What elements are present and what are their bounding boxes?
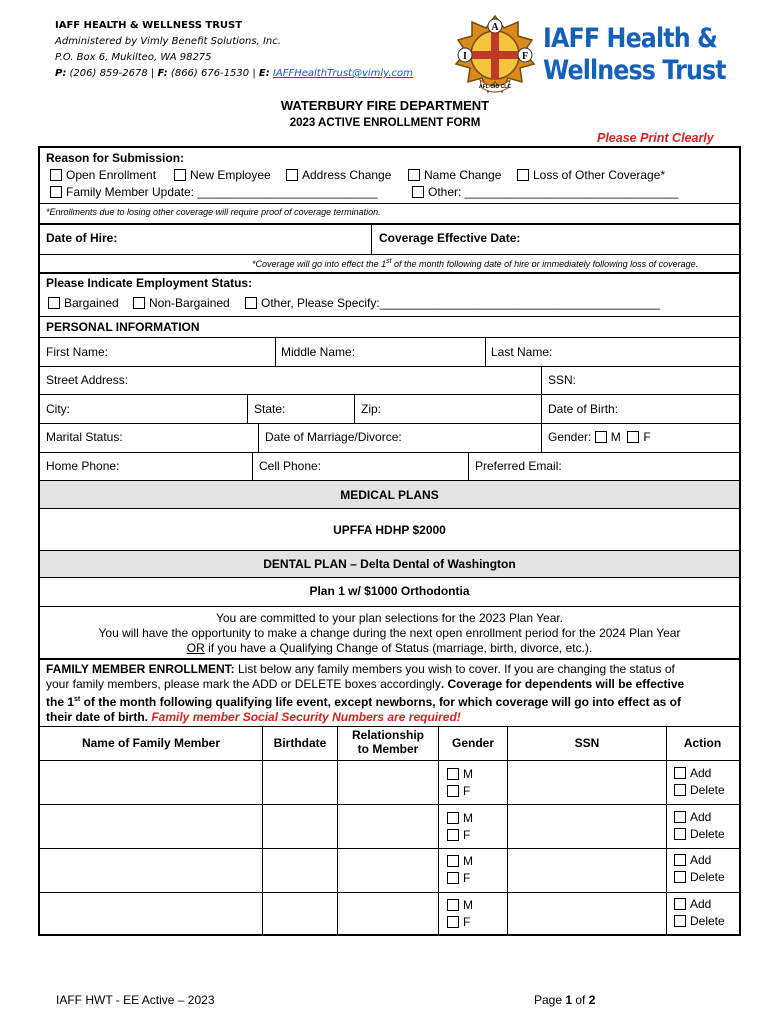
commitment-qualifying: if you have a Qualifying Change of Status (marriage, birth, divorce, etc.). [204,641,593,655]
home-phone-label: Home Phone: [46,459,120,473]
seal-letter-i: I [463,51,467,62]
seal-letter-a: A [491,22,499,33]
option-label: M [463,767,473,781]
gender-m-option[interactable] [447,897,473,914]
option-label: Add [690,853,712,867]
employment-bargained[interactable] [48,296,119,310]
option-label: Delete [690,827,725,841]
option-label: Address Change [302,168,392,182]
table-row-3-gender [447,853,473,887]
option-label: F [463,871,471,885]
option-label: Add [690,766,712,780]
mailing-address: P.O. Box 6, Mukilteo, WA 98275 [55,52,212,63]
gender-m-option[interactable] [447,766,473,783]
checkbox[interactable] [50,186,62,198]
gender-f-option[interactable] [447,827,473,844]
checkbox[interactable] [674,915,686,927]
table-row-4-gender [447,897,473,931]
checkbox[interactable] [674,871,686,883]
middle-name-label: Middle Name: [281,345,356,359]
checkbox[interactable] [447,855,459,867]
checkbox[interactable] [412,186,424,198]
reason-option-open-enrollment[interactable] [50,168,156,182]
reason-option-other[interactable] [412,185,678,199]
last-name-label: Last Name: [491,345,553,359]
commitment-line-3 [40,641,739,655]
checkbox[interactable] [50,169,62,181]
option-label: M [463,898,473,912]
reason-heading: Reason for Submission: [46,151,185,165]
option-label: Delete [690,914,725,928]
org-name: IAFF HEALTH & WELLNESS TRUST [55,20,243,31]
checkbox[interactable] [447,916,459,928]
commitment-line-1: You are committed to your plan selections for the 2023 Plan Year. [215,611,564,625]
checkbox[interactable] [447,768,459,780]
fax-number: (866) 676-1530 | [167,68,259,79]
ssn-label: SSN: [548,373,577,387]
logo-line-1: IAFF Health & [543,23,717,54]
checkbox[interactable] [447,899,459,911]
department-title: WATERBURY FIRE DEPARTMENT [280,98,490,113]
table-row-1-action [674,765,725,799]
print-clearly-notice: Please Print Clearly [597,131,714,145]
date-of-hire-label: Date of Hire: [46,231,118,245]
page-indicator [534,993,595,1007]
checkbox[interactable] [674,784,686,796]
checkbox[interactable] [447,829,459,841]
gender-m-checkbox[interactable] [595,431,607,443]
family-text-3 [46,695,681,709]
option-label: Delete [690,783,725,797]
gender-f-option[interactable] [447,870,473,887]
commitment-line-2: You will have the opportunity to make a change during the next open enrollment period for the 2024 Plan Year [98,626,681,640]
employment-other[interactable] [245,296,660,310]
gender-f-option[interactable] [447,783,473,800]
checkbox[interactable] [447,812,459,824]
col-name: Name of Family Member [81,736,221,750]
phone-prefix: P: [55,68,67,79]
coverage-date-note [252,258,698,269]
table-row-2-action [674,809,725,843]
date-of-birth-label: Date of Birth: [548,402,619,416]
delete-option[interactable] [674,782,725,799]
table-row-2-gender [447,810,473,844]
add-option[interactable] [674,765,725,782]
checkbox[interactable] [174,169,186,181]
iaff-seal-icon [452,14,538,96]
state-label: State: [254,402,286,416]
checkbox[interactable] [674,767,686,779]
gender-f-checkbox[interactable] [627,431,639,443]
add-option[interactable] [674,896,725,913]
gender-field [548,430,651,444]
table-row-4-action [674,896,725,930]
option-label: Non-Bargained [149,296,230,310]
add-option[interactable] [674,852,725,869]
option-label: F [463,915,471,929]
seal-letter-f1: F [521,51,529,62]
marital-status-label: Marital Status: [46,430,123,444]
option-label: Name Change [424,168,502,182]
marriage-date-label: Date of Marriage/Divorce: [265,430,402,444]
gender-m-label: M [610,430,621,444]
table-row-1-gender [447,766,473,800]
option-label: Bargained [64,296,119,310]
option-label: M [463,854,473,868]
contact-line [55,66,413,82]
employment-heading: Please Indicate Employment Status: [46,276,253,290]
checkbox[interactable] [408,169,420,181]
option-label: Add [690,897,712,911]
delete-option[interactable] [674,869,725,886]
col-relationship: Relationship to Member [351,728,424,756]
option-label: Other, Please Specify:__________________________________________ [261,296,661,310]
table-row-3-action [674,852,725,886]
option-label: New Employee [190,168,271,182]
col-gender: Gender [451,736,494,750]
page-mid: of [572,993,589,1007]
add-option[interactable] [674,809,725,826]
cell-phone-label: Cell Phone: [259,459,322,473]
option-label: Other: ________________________________ [428,185,679,199]
dental-plan-name: Plan 1 w/ $1000 Orthodontia [309,584,470,598]
dental-plan-heading: DENTAL PLAN – Delta Dental of Washington [263,557,516,571]
footer-form-id: IAFF HWT - EE Active – 2023 [56,993,215,1007]
reason-option-loss-coverage[interactable] [517,168,665,182]
email-link[interactable]: IAFFHealthTrust@vimly.com [272,68,413,79]
personal-info-heading: PERSONAL INFORMATION [46,320,200,334]
checkbox[interactable] [447,785,459,797]
reason-option-family-update[interactable] [50,185,378,199]
checkbox[interactable] [48,297,60,309]
form-title: 2023 ACTIVE ENROLLMENT FORM [289,117,481,129]
checkbox[interactable] [517,169,529,181]
loss-coverage-note: *Enrollments due to losing other coverage will require proof of coverage termination. [46,207,381,217]
reason-option-name-change[interactable] [408,168,501,182]
gender-f-label: F [643,430,651,444]
text3-post: of the month following qualifying life event, except newborns, for which coverage will go into effect as of [80,695,681,709]
note-pre: *Coverage will go into effect the 1 [252,259,387,269]
employment-non-bargained[interactable] [133,296,230,310]
col-birthdate: Birthdate [273,736,327,750]
logo-line-2: Wellness Trust [543,55,726,86]
option-label: Delete [690,870,725,884]
text3-pre: the 1 [46,695,75,709]
checkbox[interactable] [447,872,459,884]
street-address-label: Street Address: [46,373,129,387]
option-label: Family Member Update: ___________________________ [66,185,378,199]
option-label: Add [690,810,712,824]
option-label: F [463,828,471,842]
text3-sup: st [74,696,81,703]
trust-logo [543,23,726,87]
option-label: Open Enrollment [66,168,157,182]
ssn-required-notice: Family member Social Security Numbers are required! [151,710,461,724]
preferred-email-label: Preferred Email: [475,459,562,473]
checkbox[interactable] [674,828,686,840]
delete-option[interactable] [674,826,725,843]
option-label: F [463,784,471,798]
checkbox[interactable] [245,297,257,309]
family-text-4: their date of birth. [46,710,152,724]
col-ssn: SSN [574,736,600,750]
seal-afl-cio: AFL-CIO CLC [479,84,511,90]
medical-plans-heading: MEDICAL PLANS [340,488,439,502]
note-sup: st [386,258,392,265]
first-name-label: First Name: [46,345,109,359]
family-text-1: List below any family members you wish to cover. If you are changing the status of [234,662,675,676]
email-prefix: E: [258,68,270,79]
page-number: 1 [565,993,573,1007]
reason-option-address-change[interactable] [286,168,391,182]
gender-label: Gender: [548,430,592,444]
checkbox[interactable] [674,811,686,823]
checkbox[interactable] [133,297,145,309]
city-label: City: [46,402,70,416]
fax-prefix: F: [157,68,168,79]
family-enrollment-text [46,662,736,725]
page-pre: Page [534,993,566,1007]
note-post: of the month following date of hire or immediately following loss of coverage. [391,259,699,269]
administrator-line: Administered by Vimly Benefit Solutions, Inc. [55,36,281,47]
family-heading: FAMILY MEMBER ENROLLMENT: [46,662,235,676]
checkbox[interactable] [286,169,298,181]
page-total: 2 [588,993,596,1007]
gender-m-option[interactable] [447,810,473,827]
coverage-date-label: Coverage Effective Date: [379,231,521,245]
option-label: M [463,811,473,825]
delete-option[interactable] [674,913,725,930]
col-action: Action [683,736,722,750]
option-label: Loss of Other Coverage* [533,168,666,182]
family-text-2: your family members, please mark the ADD or DELETE boxes accordingly [46,677,441,691]
medical-plan-name: UPFFA HDHP $2000 [333,523,446,537]
reason-option-new-employee[interactable] [174,168,271,182]
gender-f-option[interactable] [447,914,473,931]
commitment-or: OR [186,641,205,655]
gender-m-option[interactable] [447,853,473,870]
family-text-2b: . Coverage for dependents will be effective [440,677,685,691]
zip-label: Zip: [361,402,382,416]
phone-number: (206) 859-2678 | [66,68,158,79]
checkbox[interactable] [674,898,686,910]
checkbox[interactable] [674,854,686,866]
